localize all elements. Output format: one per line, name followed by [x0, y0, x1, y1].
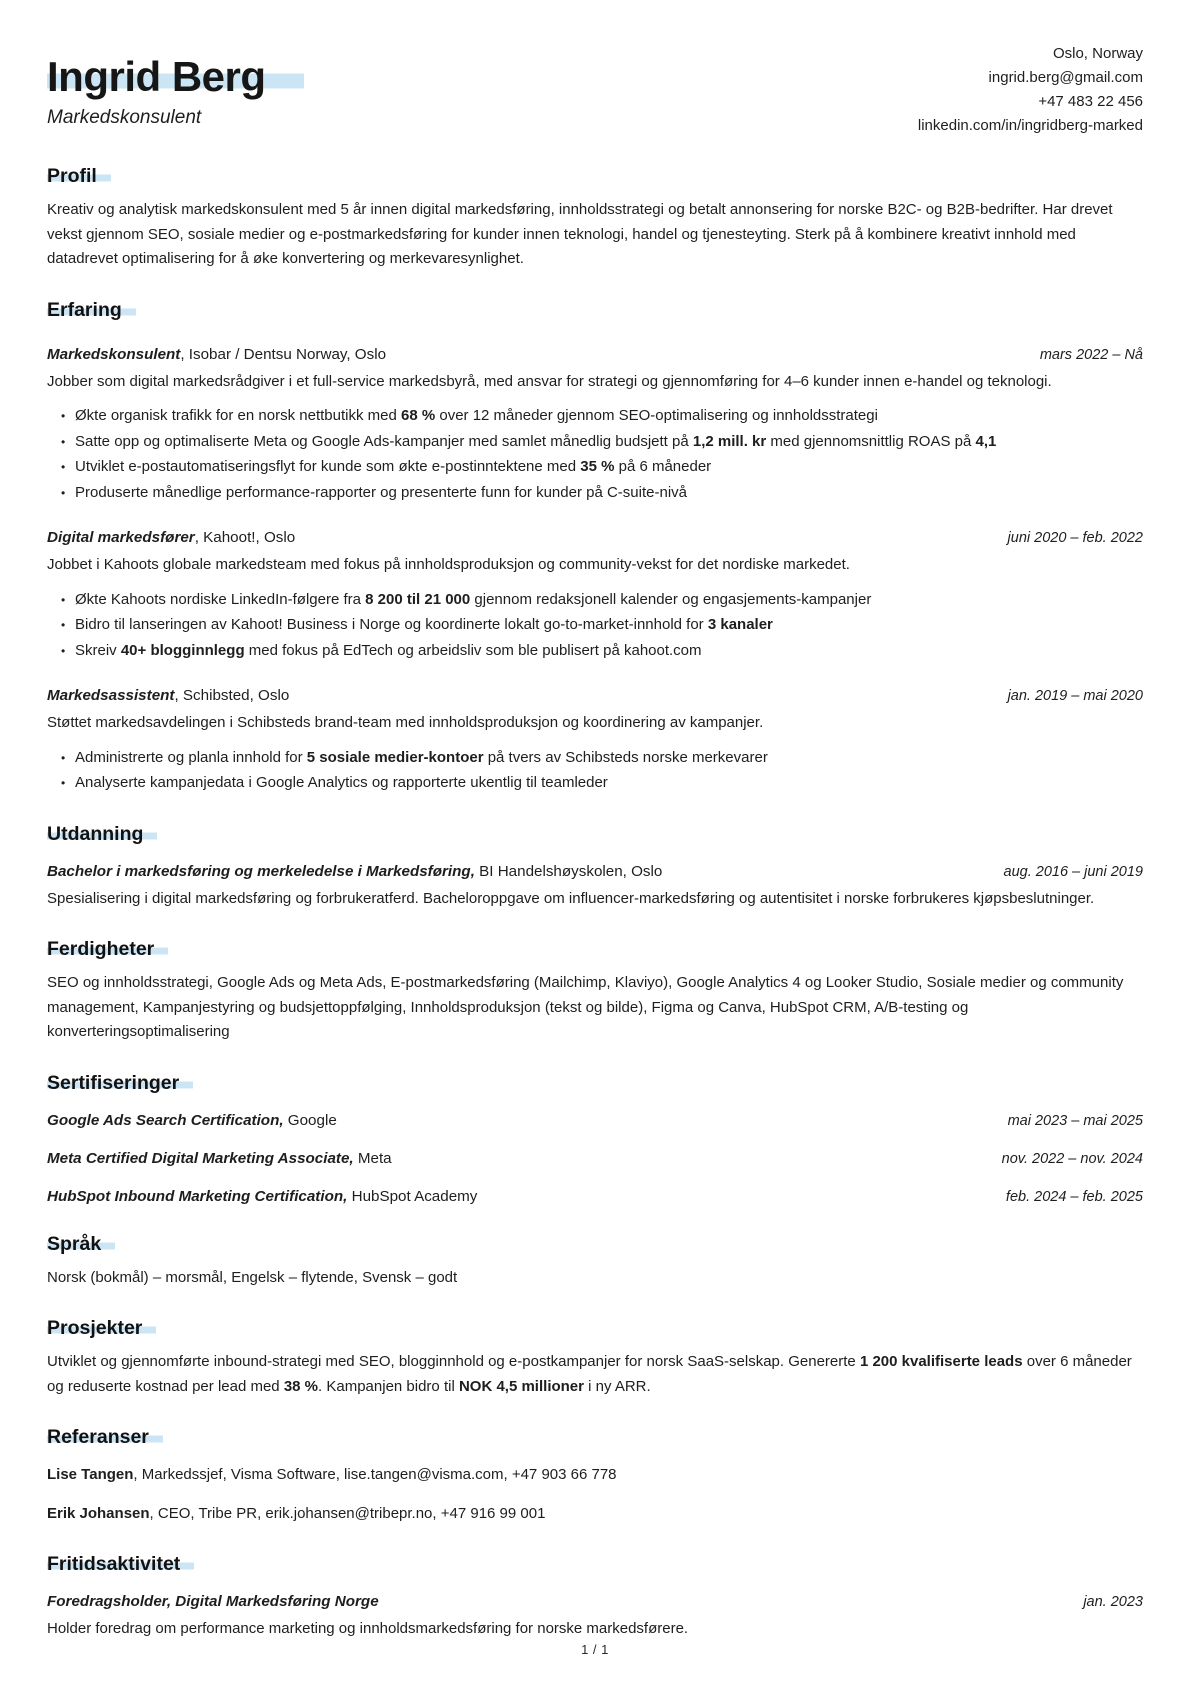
- job-dates: juni 2020 – feb. 2022: [1007, 530, 1143, 546]
- certification-row: [47, 1185, 1143, 1209]
- section-heading-referanser: Referanser: [47, 1426, 1143, 1449]
- job-title: Digital markedsfører: [47, 529, 195, 546]
- page-indicator: 1 / 1: [581, 1642, 609, 1657]
- certification-name: Google Ads Search Certification,: [47, 1111, 284, 1129]
- job-title: Markedsassistent: [47, 687, 175, 704]
- section-heading-ferdigheter: Ferdigheter: [47, 938, 1143, 961]
- job-bullet: • Administrerte og planla innhold for 5 sosiale medier-kontoer på tvers av Schibsteds norske merkevarer: [75, 746, 1143, 771]
- job-title-row: [47, 526, 1143, 550]
- job-title: Markedskonsulent: [47, 345, 181, 363]
- section-prosjekter: [47, 1317, 1143, 1399]
- certification-row: [47, 1109, 1143, 1133]
- certification-issuer: HubSpot Academy: [347, 1187, 478, 1205]
- education-school: BI Handelshøyskolen, Oslo: [474, 862, 663, 880]
- section-fritidsaktivitet: [47, 1553, 1143, 1642]
- certification-row: [47, 1147, 1143, 1171]
- job-title-row: [47, 684, 1143, 708]
- job-bullet-list: [47, 746, 1143, 796]
- activity-description: Holder foredrag om performance marketing og innholdsmarkedsføring for norske markedsførere.: [47, 1620, 689, 1637]
- header-identity: [47, 40, 304, 129]
- job-summary: Støttet markedsavdelingen i Schibsteds brand-team med innholdsproduksjon og koordinering av kampanjer.: [47, 714, 764, 731]
- activity-title-row: [47, 1590, 1143, 1614]
- job-title-line: [47, 526, 295, 550]
- certification-dates: feb. 2024 – feb. 2025: [1005, 1188, 1143, 1205]
- certification-title-line: [47, 1185, 477, 1209]
- job-company: , Schibsted, Oslo: [174, 687, 290, 704]
- certification-issuer: Meta: [353, 1149, 392, 1167]
- job-bullet: • Satte opp og optimaliserte Meta og Google Ads-kampanjer med samlet månedlig budsjett på 1,2 mill. kr med gjennomsnittlig ROAS på 4,1: [75, 430, 1143, 455]
- header: [47, 40, 1143, 138]
- section-ferdigheter: [47, 938, 1143, 1045]
- section-heading-utdanning: Utdanning: [47, 823, 1143, 846]
- job-title-line: [47, 343, 386, 367]
- job-title-line: [47, 684, 289, 708]
- education-title-line: [47, 860, 662, 884]
- education-title-row: [47, 860, 1143, 884]
- contact-block: [918, 40, 1143, 138]
- projects-text: Utviklet og gjennomførte inbound-strategi med SEO, blogginnhold og e-postkampanjer for norsk SaaS-selskap. Genererte 1 200 kvalifiserte leads over 6 måneder og reduserte kostnad per lead med 38 %. Kampanjen bidro til NOK 4,5 millioner i ny ARR.: [47, 1353, 1132, 1395]
- job-entry: [47, 343, 1143, 506]
- job-bullet: • Bidro til lanseringen av Kahoot! Business i Norge og koordinerte lokalt go-to-market-innhold for 3 kanaler: [75, 613, 1143, 638]
- section-utdanning: [47, 823, 1143, 912]
- job-bullet: • Utviklet e-postautomatiseringsflyt for kunde som økte e-postinntektene med 35 % på 6 måneder: [75, 455, 1143, 480]
- section-heading-sprak: Språk: [47, 1233, 1143, 1256]
- activity-entry: [47, 1590, 1143, 1642]
- education-description: Spesialisering i digital markedsføring og forbrukeratferd. Bacheloroppgave om influencer-markedsføring og autentisitet i norske forbrukeres kjøpsbeslutninger.: [47, 889, 1095, 907]
- job-bullet: • Økte Kahoots nordiske LinkedIn-følgere fra 8 200 til 21 000 gjennom redaksjonell kalender og engasjements-kampanjer: [75, 588, 1143, 613]
- certification-name: Meta Certified Digital Marketing Associate,: [47, 1149, 354, 1167]
- job-bullet: • Økte organisk trafikk for en norsk nettbutikk med 68 % over 12 måneder gjennom SEO-optimalisering og innholdsstrategi: [75, 404, 1143, 429]
- section-profil: [47, 165, 1143, 272]
- section-referanser: [47, 1426, 1143, 1526]
- job-dates: mars 2022 – Nå: [1039, 346, 1143, 363]
- person-job-title: Markedskonsulent: [47, 107, 202, 129]
- contact-linkedin: linkedin.com/in/ingridberg-marked: [917, 117, 1143, 134]
- section-heading-prosjekter: Prosjekter: [47, 1317, 1143, 1340]
- section-heading-fritidsaktivitet: Fritidsaktivitet: [47, 1553, 1143, 1576]
- education-degree: Bachelor i markedsføring og merkeledelse i Markedsføring,: [47, 862, 475, 880]
- contact-location: Oslo, Norway: [1052, 45, 1143, 62]
- languages-text: Norsk (bokmål) – morsmål, Engelsk – flytende, Svensk – godt: [47, 1268, 458, 1286]
- job-company: , Kahoot!, Oslo: [194, 529, 296, 546]
- job-summary: Jobber som digital markedsrådgiver i et full-service markedsbyrå, med ansvar for strategi og gjennomføring for 4–6 kunder innen e-handel og teknologi.: [47, 372, 1052, 390]
- job-bullet: • Skreiv 40+ blogginnlegg med fokus på EdTech og arbeidsliv som ble publisert på kahoot.com: [75, 639, 1143, 664]
- activity-dates: jan. 2023: [1083, 1594, 1143, 1610]
- certification-issuer: Google: [283, 1111, 337, 1129]
- job-company: , Isobar / Dentsu Norway, Oslo: [180, 345, 387, 363]
- reference-row: Lise Tangen, Markedssjef, Visma Software, lise.tangen@visma.com, +47 903 66 778: [47, 1466, 617, 1483]
- education-entry: [47, 860, 1143, 912]
- job-entry: [47, 684, 1143, 796]
- job-entry: [47, 526, 1143, 663]
- job-bullet-list: [47, 404, 1143, 505]
- contact-phone: +47 483 22 456: [1038, 93, 1143, 110]
- section-heading-sertifiseringer: Sertifiseringer: [47, 1072, 1143, 1095]
- job-bullet: • Produserte månedlige performance-rapporter og presenterte funn for kunder på C-suite-nivå: [75, 481, 1143, 506]
- person-name: Ingrid Berg: [47, 54, 304, 100]
- job-bullet: • Analyserte kampanjedata i Google Analytics og rapporterte ukentlig til teamleder: [75, 771, 1143, 796]
- certification-title-line: [47, 1147, 392, 1171]
- job-summary: Jobbet i Kahoots globale markedsteam med fokus på innholdsproduksjon og community-vekst for det nordiske markedet.: [47, 556, 850, 573]
- certification-dates: mai 2023 – mai 2025: [1007, 1112, 1143, 1129]
- certification-dates: nov. 2022 – nov. 2024: [1001, 1150, 1143, 1167]
- section-heading-profil: Profil: [47, 165, 1143, 188]
- section-sertifiseringer: [47, 1072, 1143, 1209]
- section-heading-erfaring: Erfaring: [47, 299, 1143, 322]
- job-bullet-list: [47, 588, 1143, 664]
- reference-row: Erik Johansen, CEO, Tribe PR, erik.johansen@tribepr.no, +47 916 99 001: [47, 1504, 546, 1522]
- certification-title-line: [47, 1109, 337, 1133]
- skills-text: SEO og innholdsstrategi, Google Ads og Meta Ads, E-postmarkedsføring (Mailchimp, Klaviyo), Google Analytics 4 og Looker Studio, Sosiale medier og community management, Kampanjestyring og budsjettoppfølging, Innholdsproduksjon (tekst og bilde), Figma og Canva, HubSpot CRM, A/B-testing og konverteringsoptimalisering: [47, 974, 1124, 1040]
- section-erfaring: [47, 299, 1143, 796]
- section-sprak: [47, 1233, 1143, 1291]
- job-title-row: [47, 343, 1143, 367]
- profil-text: Kreativ og analytisk markedskonsulent med 5 år innen digital markedsføring, innholdsstrategi og betalt annonsering for norske B2C- og B2B-bedrifter. Har drevet vekst gjennom SEO, sosiale medier og e-postmarkedsføring for kunder innen teknologi, handel og tjenesteyting. Sterk på å kombinere kreativt innhold med datadrevet optimalisering for å øke konvertering og merkevaresynlighet.: [47, 201, 1113, 267]
- certification-name: HubSpot Inbound Marketing Certification,: [47, 1187, 348, 1205]
- activity-title: Foredragsholder, Digital Markedsføring Norge: [47, 1593, 379, 1610]
- education-dates: aug. 2016 – juni 2019: [1003, 863, 1143, 880]
- job-dates: jan. 2019 – mai 2020: [1007, 688, 1143, 704]
- contact-email: ingrid.berg@gmail.com: [988, 69, 1143, 86]
